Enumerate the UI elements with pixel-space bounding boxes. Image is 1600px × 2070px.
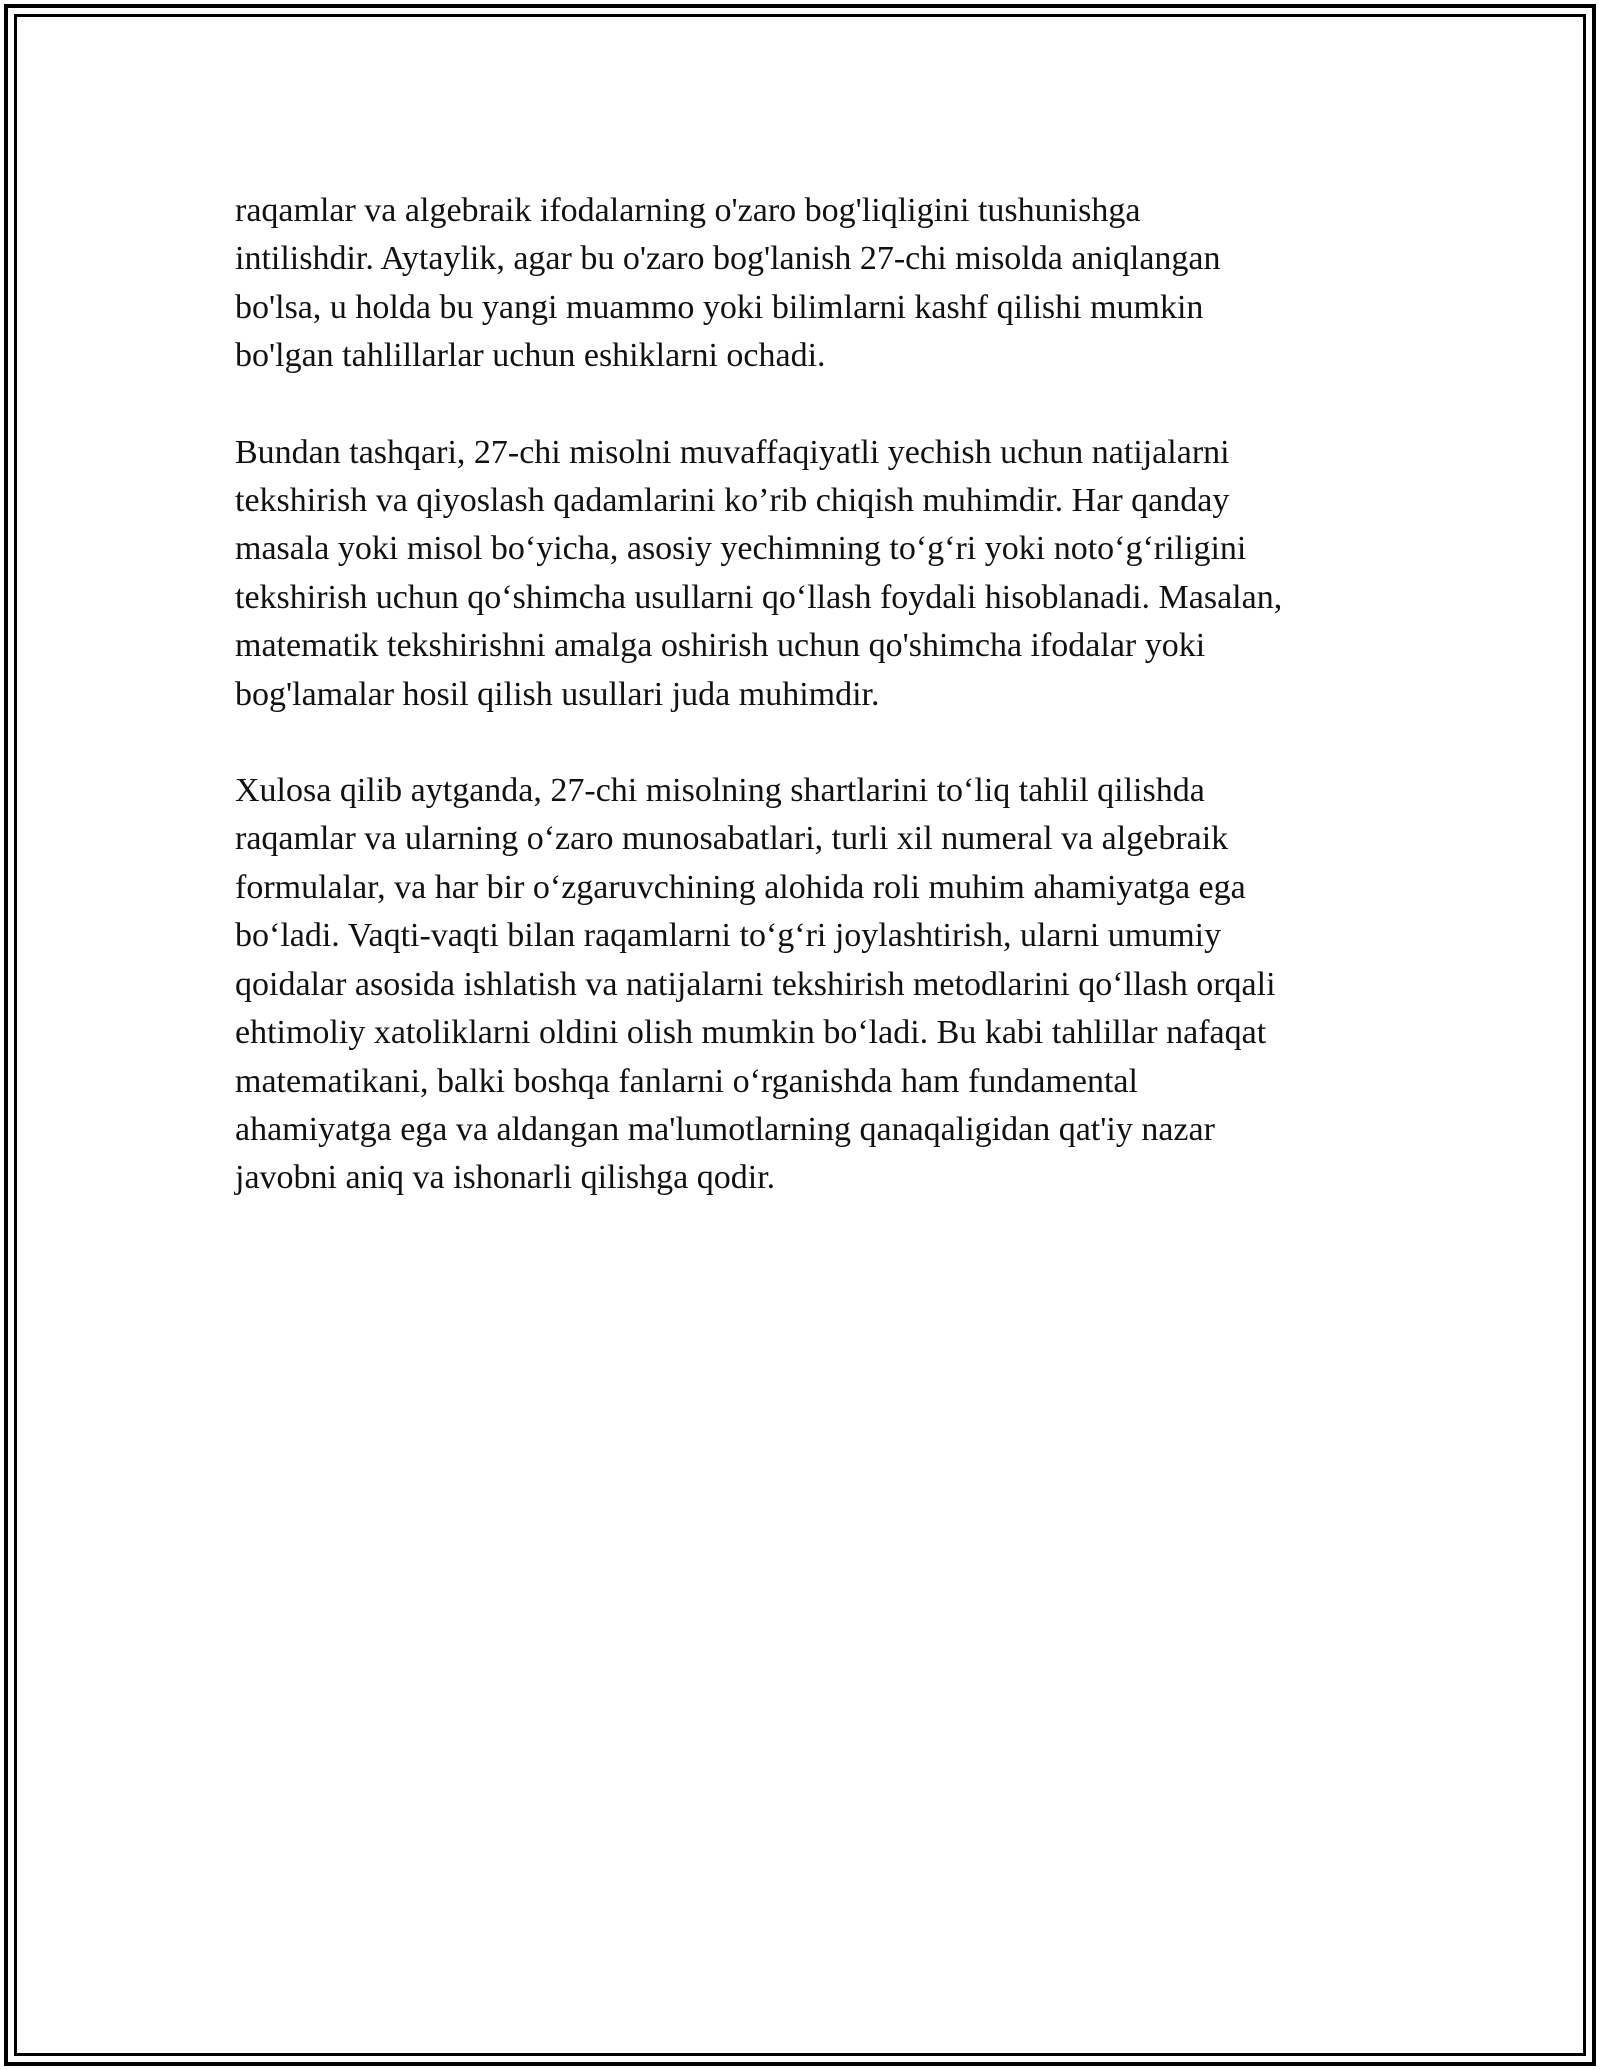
paragraph-intro: raqamlar va algebraik ifodalarning o'zaro bog'liqligini tushunishga intilishdir. Aytaylik, agar bu o'zaro bog'lanish 27-chi misolda aniqlangan bo'lsa, u holda bu yangi muammo yoki bilimlarni kashf qilishi mumkin bo'lgan tahlillarlar uchun eshiklarni ochadi. bbox=[235, 192, 1221, 375]
paragraph-verification: Bundan tashqari, 27-chi misolni muvaffaqiyatli yechish uchun natijalarni tekshirish va qiyoslash qadamlarini ko’rib chiqish muhimdir. Har qanday masala yoki misol bo‘yicha, asosiy yechimning to‘g‘ri yoki noto‘g‘riligini tekshirish uchun qo‘shimcha usullarni qo‘llash foydali hisoblanadi. Masalan, matematik tekshirishni amalga oshirish uchun qo'shimcha ifodalar yoki bog'lamalar hosil qilish usullari juda muhimdir. bbox=[235, 433, 1283, 713]
paragraph-conclusion: Xulosa qilib aytganda, 27-chi misolning shartlarini to‘liq tahlil qilishda raqamlar va ularning o‘zaro munosabatlari, turli xil numeral va algebraik formulalar, va har bir o‘zgaruvchining alohida roli muhim ahamiyatga ega bo‘ladi. Vaqti-vaqti bilan raqamlarni to‘g‘ri joylashtirish, ularni umumiy qoidalar asosida ishlatish va natijalarni tekshirish metodlarini qo‘llash orqali ehtimoliy xatoliklarni oldini olish mumkin bo‘ladi. Bu kabi tahlillar nafaqat matematikani, balki boshqa fanlarni o‘rganishda ham fundamental ahamiyatga ega va aldangan ma'lumotlarning qanaqaligidan qat'iy nazar javobni aniq va ishonarli qilishga qodir. bbox=[235, 772, 1276, 1197]
document-body bbox=[235, 187, 1375, 1251]
